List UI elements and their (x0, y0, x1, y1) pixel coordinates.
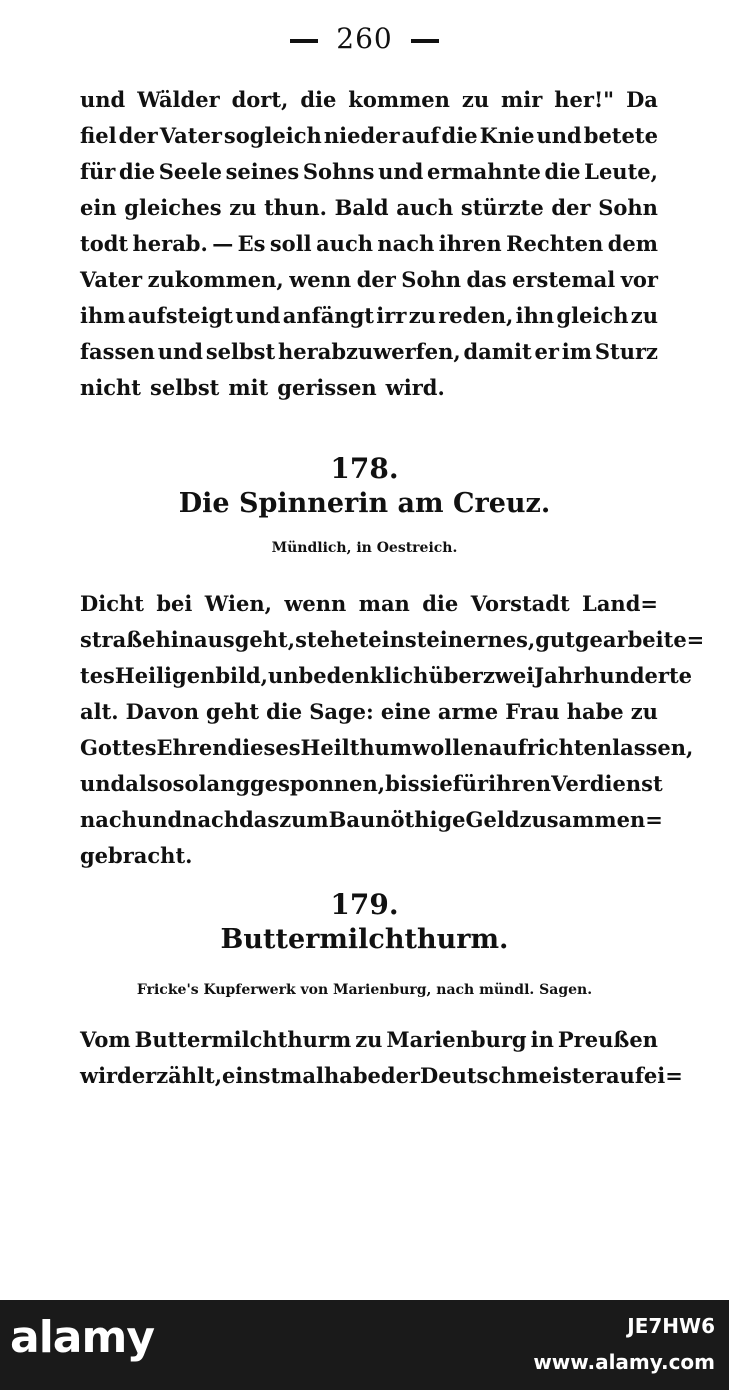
section-title: Die Spinnerin am Creuz. (178, 488, 551, 519)
text-line: für die Seele seines Sohns und ermahnte die Leute, (80, 159, 658, 184)
site-url: www.alamy.com (533, 1350, 715, 1374)
text-line: gebracht. (80, 843, 193, 868)
text-line: fassen und selbst herabzuwerfen, damit er im Sturz (80, 339, 658, 364)
text-line: und Wälder dort, die kommen zu mir her!" Da (80, 87, 658, 112)
text-line: alt. Davon geht die Sage: eine arme Frau habe zu (80, 699, 658, 724)
text-line: und also so lang gesponnen, bis sie für ihren Verdienst (80, 771, 663, 796)
section-source: Mündlich, in Oestreich. (271, 540, 458, 556)
section-number: 179. (330, 888, 399, 921)
text-line: Gottes Ehren dieses Heilthum wollen aufrichten lassen, (80, 735, 694, 760)
paragraph-continued (80, 82, 658, 406)
page-number-text: 260 (336, 22, 393, 55)
page-number (0, 22, 729, 55)
text-line: straße hinausgeht, stehet ein steinernes, gut gearbeite= (80, 627, 705, 652)
text-line: todt herab. — Es soll auch nach ihren Rechten dem (80, 231, 658, 256)
text-line: nach und nach das zum Bau nöthige Geld zusammen= (80, 807, 663, 832)
text-line: ihm aufsteigt und anfängt irr zu reden, ihn gleich zu (80, 303, 658, 328)
text-line: Dicht bei Wien, wenn man die Vorstadt Land= (80, 591, 658, 616)
text-line: wird erzählt, einstmal habe der Deutschmeister auf ei= (80, 1063, 683, 1088)
section-title: Buttermilchthurm. (220, 924, 509, 955)
text-line: Vater zukommen, wenn der Sohn das erstemal vor (80, 267, 658, 292)
section-source: Fricke's Kupferwerk von Marienburg, nach mündl. Sagen. (136, 982, 593, 998)
watermark-banner (0, 1300, 729, 1390)
image-id: JE7HW6 (627, 1314, 715, 1338)
alamy-logo: alamy (10, 1312, 154, 1363)
text-line: tes Heiligenbild, unbedenklich über zwei Jahrhunderte (80, 663, 693, 688)
section-number: 178. (330, 452, 399, 485)
right-dash (411, 39, 439, 43)
text-line: ein gleiches zu thun. Bald auch stürzte der Sohn (80, 195, 658, 220)
text-line: fiel der Vater sogleich nieder auf die Knie und betete (80, 123, 658, 148)
text-line: nicht selbst mit gerissen wird. (80, 375, 445, 400)
section-178-text (80, 586, 705, 874)
section-179-text (80, 1022, 683, 1094)
left-dash (290, 39, 318, 43)
text-line: Vom Buttermilchthurm zu Marienburg in Preußen (80, 1027, 658, 1052)
